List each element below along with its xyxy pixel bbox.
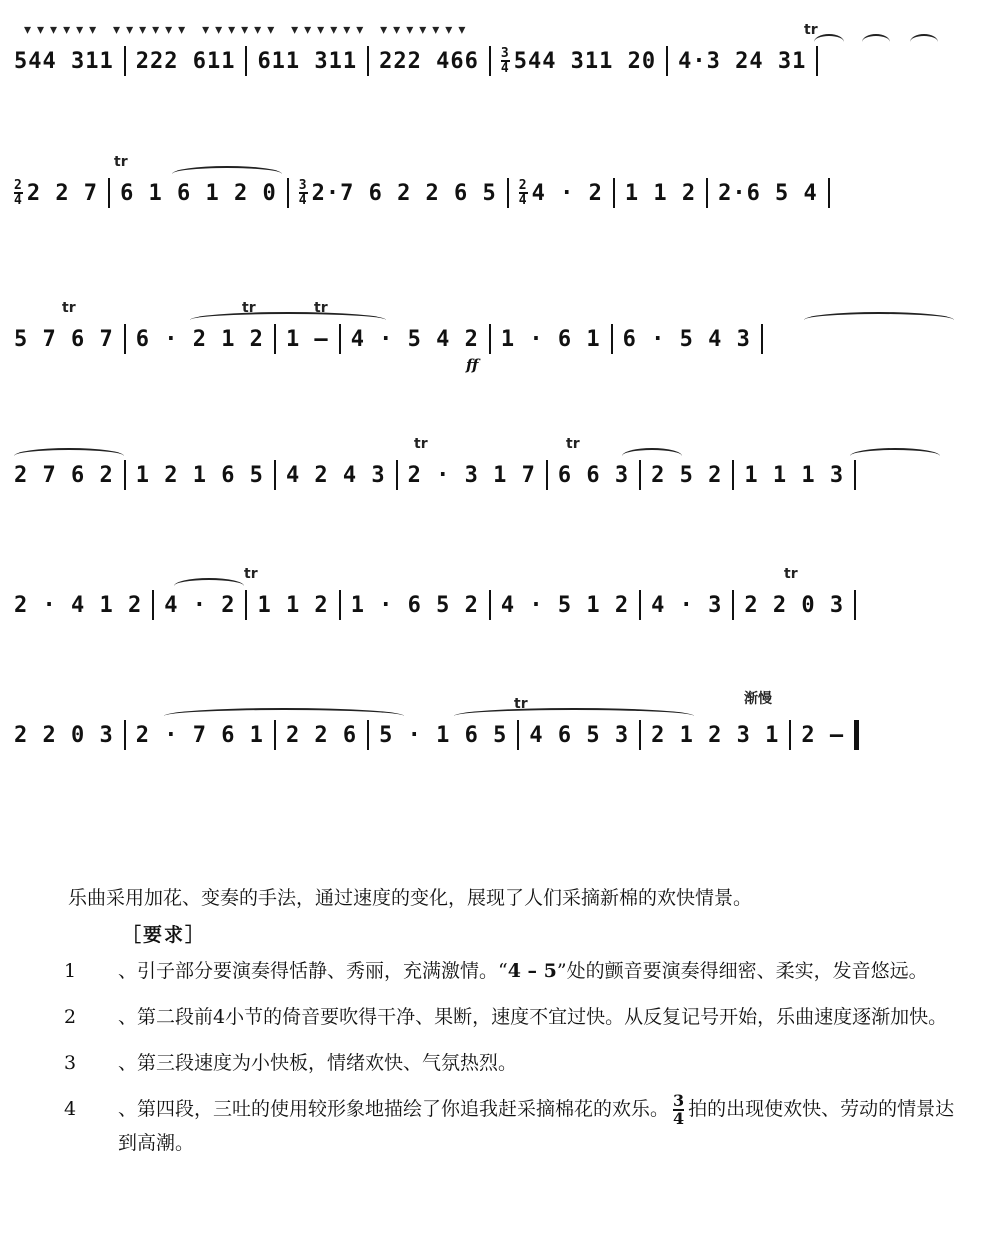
score-line-1 (14, 18, 970, 78)
trill-mark: tr (514, 696, 528, 712)
requirement-text: 、第二段前4小节的倚音要吹得干净、果断，速度不宜过快。从反复记号开始，乐曲速度逐渐加快。 (118, 1006, 948, 1028)
requirement-text: 、第三段速度为小快板，情绪欢快、气氛热烈。 (118, 1052, 518, 1074)
barline (761, 324, 763, 354)
time-signature: 2 4 (518, 178, 528, 208)
trill-mark: tr (784, 566, 798, 582)
barline (854, 590, 856, 620)
measure: 6 · 5 4 3 (622, 326, 751, 352)
measure: 4 · 2 (164, 592, 236, 618)
barline (854, 460, 856, 490)
requirement-number: 2 (64, 1006, 77, 1028)
time-signature: 3 4 (298, 178, 308, 208)
measure: 2 7 6 2 (14, 462, 114, 488)
trill-mark: tr (62, 300, 76, 316)
measure: 1 1 2 (257, 592, 329, 618)
trill-mark: tr (414, 436, 428, 452)
measure: 1 2 1 6 5 (135, 462, 264, 488)
measure: 1 · 6 1 (500, 326, 601, 352)
line-5-notes (14, 588, 970, 622)
barline (124, 324, 126, 354)
line-6-marks (14, 692, 970, 716)
time-signature: $\frac{3}{4}$ (673, 1091, 685, 1128)
requirement-text: 、第四段，三吐的使用较形象地描绘了你追我赶采摘棉花的欢乐。 (118, 1098, 670, 1120)
measure: 4 · 5 1 2 (500, 592, 630, 618)
measure: 6 6 3 (557, 462, 630, 488)
description: 乐曲采用加花、变奏的手法，通过速度的变化，展现了人们采摘新棉的欢快情景。 (68, 887, 753, 909)
measure: 2 · 7 6 1 (135, 722, 264, 748)
barline (816, 46, 818, 76)
measure: 1 1 1 3 (744, 462, 845, 488)
requirements-heading: ［要求］ (122, 924, 207, 946)
measure: 5 7 6 7 (14, 326, 114, 352)
measure: 2 · 3 1 7 (407, 462, 536, 488)
measure: 2 2 0 3 (744, 592, 845, 618)
barline (546, 460, 548, 490)
time-signature: 3 4 (500, 46, 510, 76)
measure: 544 311 20 (513, 48, 657, 74)
requirement-number: 4 (64, 1098, 77, 1120)
barline (789, 720, 791, 750)
line-4-notes (14, 458, 970, 492)
measure: 5 · 1 6 5 (379, 722, 508, 748)
measure: 4 2 4 3 (285, 462, 386, 488)
measure: 611 311 (257, 48, 358, 74)
requirement-text: 拍的出现使欢快、劳动的情景达到高潮。 (118, 1098, 955, 1154)
measure: 2 2 0 3 (14, 722, 114, 748)
barline (639, 720, 641, 750)
barline (367, 46, 369, 76)
requirement-item (40, 955, 960, 987)
measure: 2 5 2 (651, 462, 723, 488)
barline (367, 720, 369, 750)
barline (124, 460, 126, 490)
requirement-text: 、引子部分要演奏得恬静、秀丽，充满激情。“ (118, 960, 508, 982)
barline (639, 590, 641, 620)
line-1-notes (14, 44, 970, 78)
barline (613, 178, 615, 208)
time-signature: 2 4 (14, 178, 23, 208)
requirement-number: 3 (64, 1052, 77, 1074)
measure: 222 466 (379, 48, 479, 74)
score-line-2 (14, 150, 970, 210)
barline (108, 178, 110, 208)
measure: 2 1 2 3 1 (651, 722, 780, 748)
measure: 2·6 5 4 (718, 180, 818, 206)
measure: 4 · 2 (531, 180, 603, 206)
measure: 2 – (801, 722, 845, 748)
barline (666, 46, 668, 76)
barline (339, 590, 341, 620)
line-3-marks (14, 296, 970, 320)
measure: 222 611 (135, 48, 236, 74)
measure: 2 · 4 1 2 (14, 592, 143, 618)
barline (489, 590, 491, 620)
requirement-number: 1 (64, 960, 77, 982)
barline (152, 590, 154, 620)
measure: 4 6 5 3 (529, 722, 630, 748)
notation-snippet: 4 – 5 (507, 960, 557, 982)
barline (489, 46, 491, 76)
measure: 2 2 6 (285, 722, 358, 748)
barline (245, 46, 247, 76)
measure: 1 · 6 5 2 (350, 592, 479, 618)
barline (732, 590, 734, 620)
barline (124, 46, 126, 76)
barline (274, 460, 276, 490)
line-6-notes (14, 718, 970, 752)
barline (706, 178, 708, 208)
barline (828, 178, 830, 208)
barline (639, 460, 641, 490)
score-line-4 (14, 432, 970, 492)
measure: 4·3 24 31 (678, 48, 807, 74)
requirement-text: ”处的颤音要演奏得细密、柔实，发音悠远。 (556, 960, 928, 982)
barline (396, 460, 398, 490)
measure: 6 · 2 1 2 (135, 326, 264, 352)
trill-mark: tr (244, 566, 258, 582)
requirement-item (40, 1093, 960, 1159)
requirement-item (40, 1047, 960, 1079)
measure: 4 · 5 4 2 (350, 326, 479, 352)
barline (732, 460, 734, 490)
barline (489, 324, 491, 354)
line-3-notes (14, 322, 970, 356)
measure: 1 – (285, 326, 329, 352)
score-line-6 (14, 692, 970, 752)
final-barline (854, 720, 859, 750)
barline (245, 590, 247, 620)
barline (287, 178, 289, 208)
tongue-marks: ▾▾▾▾▾▾ ▾▾▾▾▾▾ ▾▾▾▾▾▾ ▾▾▾▾▾▾ ▾▾▾▾▾▾▾ (24, 22, 472, 38)
tempo-marking: 渐慢 (744, 691, 772, 707)
line-4-marks (14, 432, 970, 456)
barline (507, 178, 509, 208)
measure: 6 1 6 1 2 0 (120, 180, 277, 206)
barline (274, 324, 276, 354)
line-1-marks (14, 18, 970, 42)
line-2-notes (14, 176, 970, 210)
barline (611, 324, 613, 354)
measure: 1 1 2 (624, 180, 697, 206)
dynamic-marking: ff (466, 356, 479, 374)
trill-mark: tr (804, 22, 818, 38)
line-5-marks (14, 562, 970, 586)
trill-mark: tr (314, 300, 328, 316)
trill-mark: tr (242, 300, 256, 316)
measure: 4 · 3 (651, 592, 723, 618)
measure: 544 311 (14, 48, 114, 74)
line-2-marks (14, 150, 970, 174)
measure: 2·7 6 2 2 6 5 (311, 180, 497, 206)
barline (124, 720, 126, 750)
barline (274, 720, 276, 750)
trill-mark: tr (114, 154, 128, 170)
measure: 2 2 7 (26, 180, 99, 206)
trill-mark: tr (566, 436, 580, 452)
score-line-5 (14, 562, 970, 622)
score-line-3 (14, 296, 970, 374)
barline (517, 720, 519, 750)
text-section (40, 872, 960, 1173)
barline (339, 324, 341, 354)
requirement-item (40, 1001, 960, 1033)
